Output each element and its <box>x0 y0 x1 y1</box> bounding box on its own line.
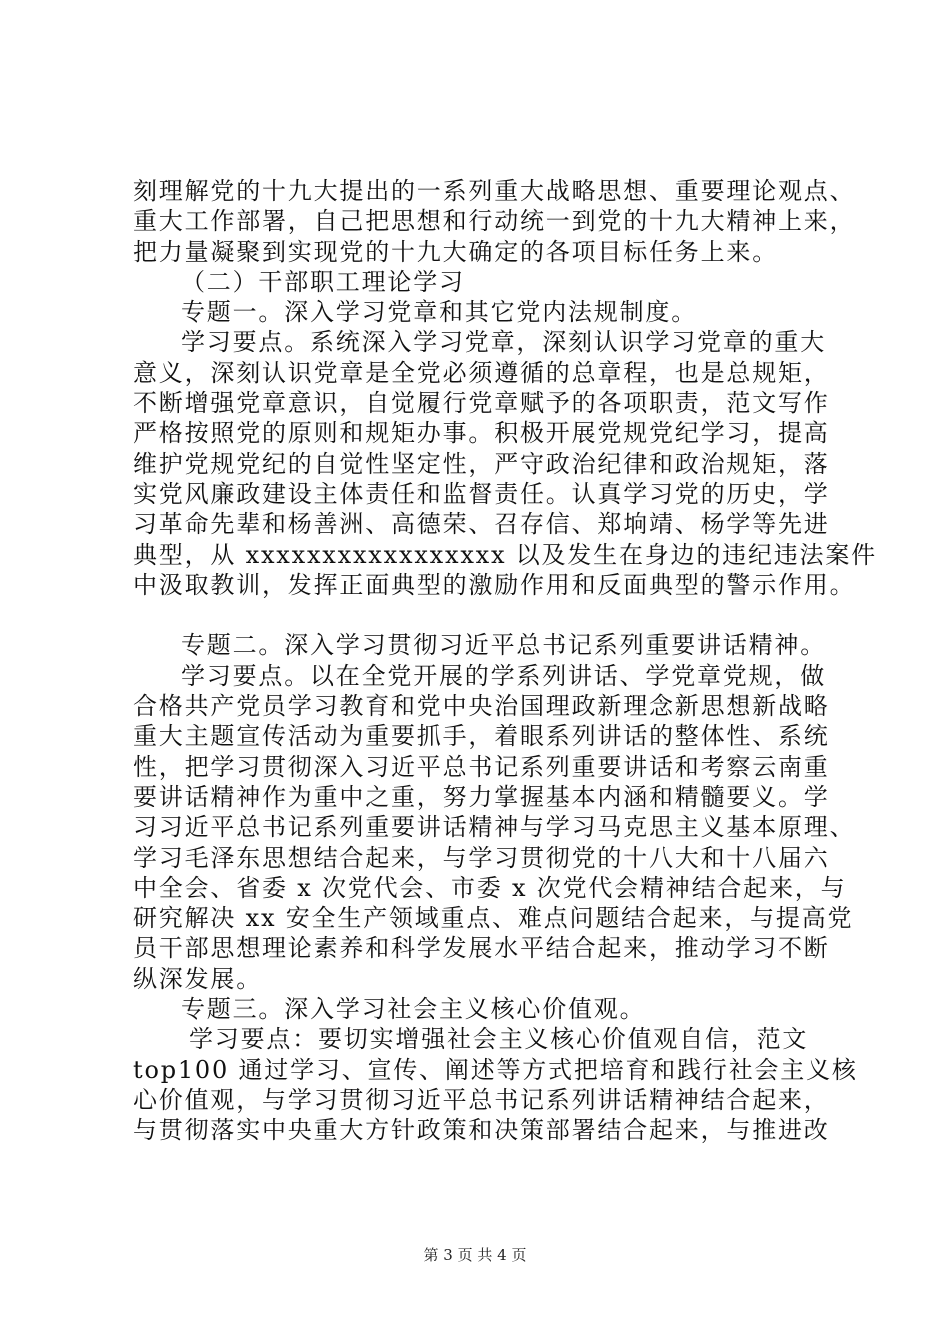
text-line: 重大工作部署，自己把思想和行动统一到党的十九大精神上来， <box>133 207 856 236</box>
text-line: 把力量凝聚到实现党的十九大确定的各项目标任务上来。 <box>133 237 778 266</box>
section-heading: （二）干部职工理论学习 <box>181 267 465 296</box>
text-line: 与贯彻落实中央重大方针政策和决策部署结合起来，与推进改 <box>133 1116 830 1145</box>
text-line: 维护党规党纪的自觉性坚定性，严守政治纪律和政治规矩，落 <box>133 449 830 478</box>
text-line: 心价值观，与学习贯彻习近平总书记系列讲话精神结合起来， <box>133 1085 830 1114</box>
text-line: 学习要点。系统深入学习党章，深刻认识学习党章的重大 <box>181 328 826 357</box>
text-line: 学习毛泽东思想结合起来，与学习贯彻党的十八大和十八届六 <box>133 843 830 872</box>
text-line: 重大主题宣传活动为重要抓手，着眼系列讲话的整体性、系统 <box>133 722 830 751</box>
text-line: 要讲话精神作为重中之重，努力掌握基本内涵和精髓要义。学 <box>133 782 830 811</box>
text-line: 不断增强党章意识，自觉履行党章赋予的各项职责，范文写作 <box>133 389 830 418</box>
text-line: top100 通过学习、宣传、阐述等方式把培育和践行社会主义核 <box>133 1055 858 1084</box>
topic-heading: 专题二。深入学习贯彻习近平总书记系列重要讲话精神。 <box>181 631 826 660</box>
text-line: 中全会、省委 x 次党代会、市委 x 次党代会精神结合起来，与 <box>133 873 847 902</box>
document-body <box>133 176 877 1146</box>
paragraph-gap <box>133 600 833 630</box>
text-line: 学习要点。以在全党开展的学系列讲话、学党章党规，做 <box>181 661 826 690</box>
text-line: 典型，从 xxxxxxxxxxxxxxxxx 以及发生在身边的违纪违法案件 <box>133 540 877 569</box>
text-line: 性，把学习贯彻深入习近平总书记系列重要讲话和考察云南重 <box>133 752 830 781</box>
text-line: 合格共产党员学习教育和党中央治国理政新理念新思想新战略 <box>133 692 830 721</box>
text-line: 中汲取教训，发挥正面典型的激励作用和反面典型的警示作用。 <box>133 570 856 599</box>
text-line: 习习近平总书记系列重要讲话精神与学习马克思主义基本原理、 <box>133 813 856 842</box>
text-line: 意义，深刻认识党章是全党必须遵循的总章程，也是总规矩， <box>133 358 830 387</box>
text-line: 员干部思想理论素养和科学发展水平结合起来，推动学习不断 <box>133 934 830 963</box>
topic-heading: 专题一。深入学习党章和其它党内法规制度。 <box>181 298 697 327</box>
text-line: 习革命先辈和杨善洲、高德荣、召存信、郑垧靖、杨学等先进 <box>133 510 830 539</box>
page-number-footer: 第 3 页 共 4 页 <box>423 1246 527 1264</box>
topic-heading: 专题三。深入学习社会主义核心价值观。 <box>181 995 646 1024</box>
text-line: 学习要点：要切实增强社会主义核心价值观自信，范文 <box>189 1025 809 1054</box>
text-line: 严格按照党的原则和规矩办事。积极开展党规党纪学习，提高 <box>133 419 830 448</box>
text-line: 研究解决 xx 安全生产领域重点、难点问题结合起来，与提高党 <box>133 904 854 933</box>
text-line: 纵深发展。 <box>133 964 262 993</box>
text-line: 实党风廉政建设主体责任和监督责任。认真学习党的历史，学 <box>133 479 830 508</box>
text-line: 刻理解党的十九大提出的一系列重大战略思想、重要理论观点、 <box>133 177 856 205</box>
